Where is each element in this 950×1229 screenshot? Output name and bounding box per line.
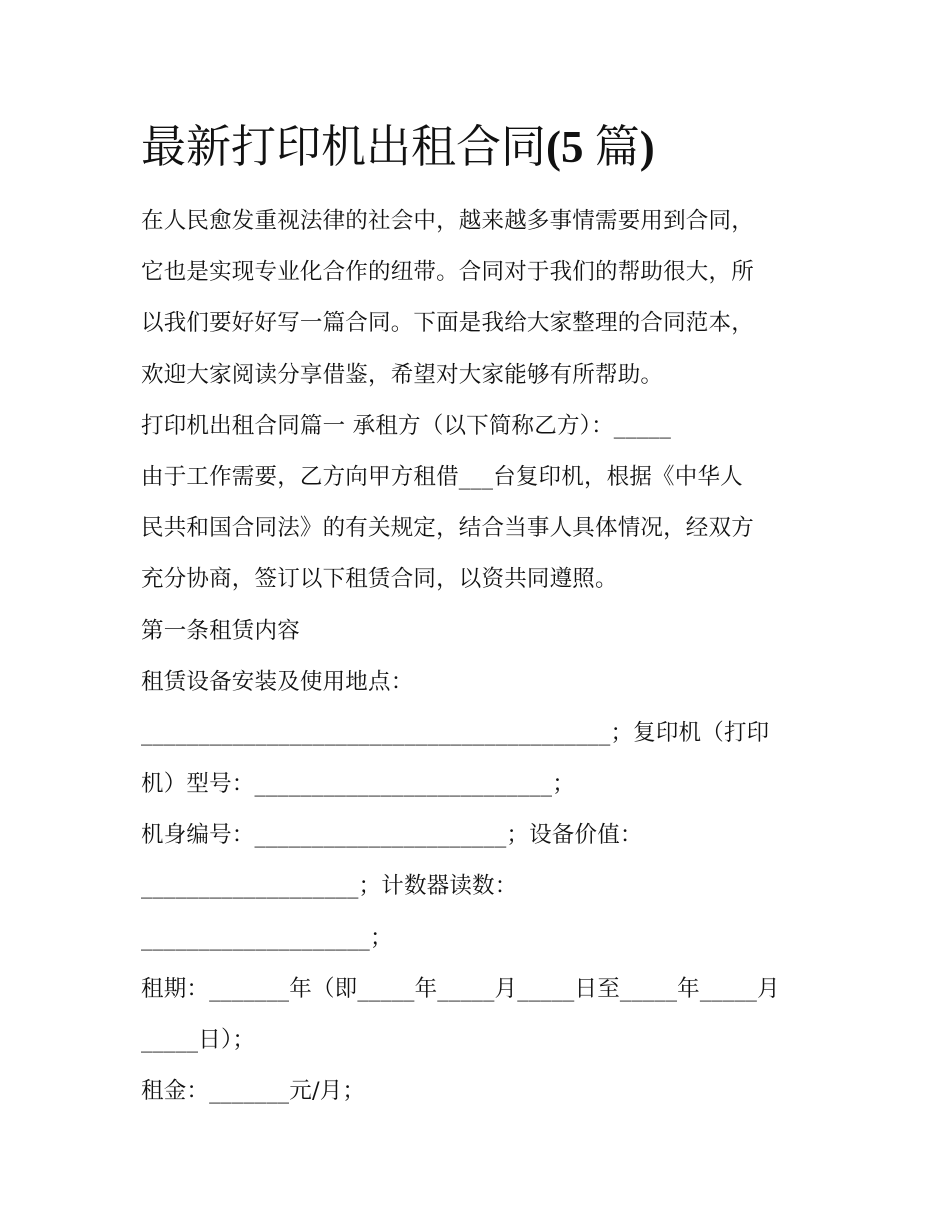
form-field-line: 租期：_______年（即_____年_____月_____日至_____年_____月 (141, 975, 780, 1002)
title-count-open: (5 (546, 122, 595, 172)
form-field-line: _____日）； (141, 1027, 256, 1053)
form-field-line: 租金：_______元/月； (141, 1078, 366, 1105)
body-line: 它也是实现专业化合作的纽带。合同对于我们的帮助很大，所 (141, 259, 754, 286)
article-heading: 第一条租赁内容 (141, 617, 300, 644)
form-field-line: 机身编号：______________________；设备价值： (141, 822, 643, 849)
document-body (141, 196, 821, 1117)
form-field-line: ____________________； (141, 924, 393, 951)
form-field-line: ___________________；计数器读数： (141, 873, 518, 900)
title-count-unit: 篇 (594, 120, 640, 173)
body-line: 欢迎大家阅读分享借鉴，希望对大家能够有所帮助。 (141, 361, 664, 388)
body-line: 以我们要好好写一篇合同。下面是我给大家整理的合同范本， (141, 310, 754, 337)
body-line: 由于工作需要，乙方向甲方租借___台复印机，根据《中华人 (141, 463, 743, 490)
title-text: 最新打印机出租合同 (141, 120, 547, 173)
document-title (141, 112, 841, 182)
form-field-line: _________________________________________；复印机（打印 (141, 719, 770, 746)
body-line: 充分协商，签订以下租赁合同，以资共同遵照。 (141, 566, 618, 593)
body-line: 在人民愈发重视法律的社会中，越来越多事情需要用到合同， (141, 208, 754, 234)
contract-heading-line: 打印机出租合同篇一 承租方（以下简称乙方）：_____ (141, 412, 672, 439)
body-line: 租赁设备安装及使用地点： (141, 668, 414, 695)
body-line: 民共和国合同法》的有关规定，结合当事人具体情况，经双方 (141, 515, 754, 542)
form-field-line: 机）型号：__________________________； (141, 771, 575, 798)
title-count-close: ) (639, 122, 655, 172)
